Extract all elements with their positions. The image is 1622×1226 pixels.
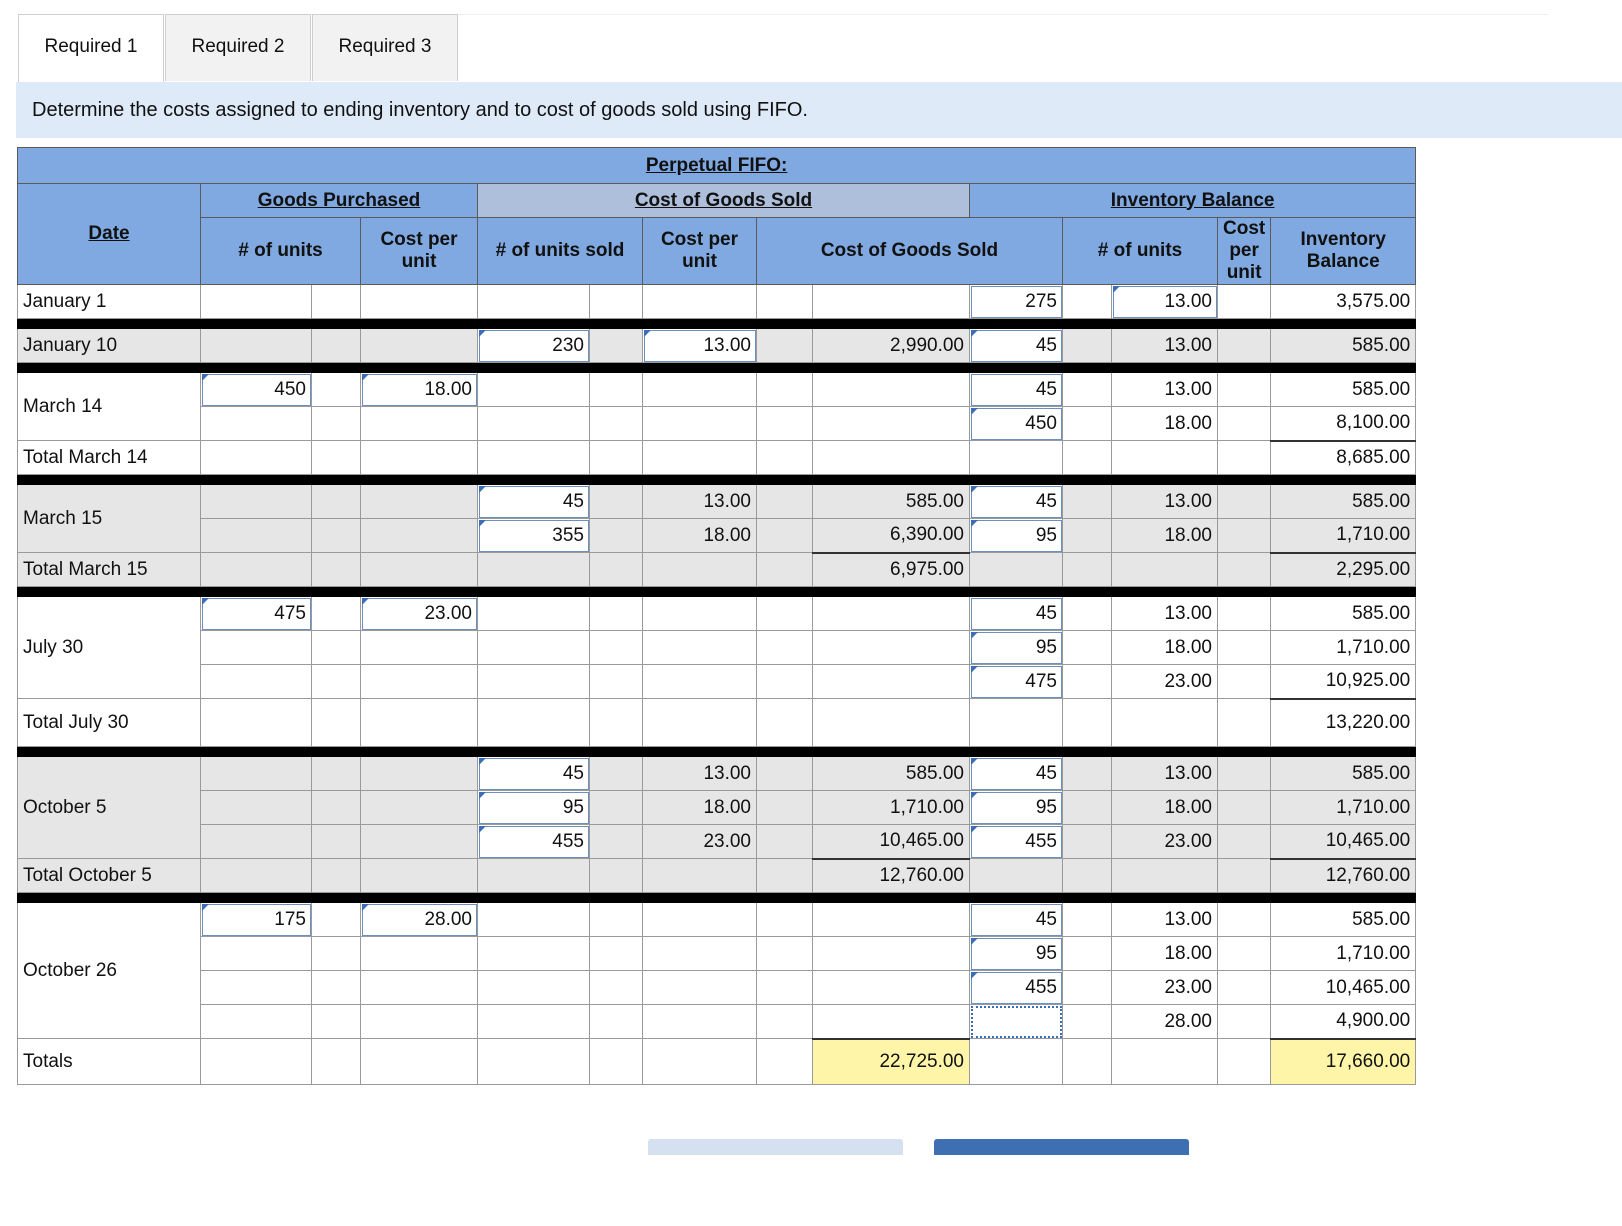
tab-required-3[interactable]: Required 3 xyxy=(312,14,458,81)
inv-units-input[interactable]: 45 xyxy=(970,373,1063,407)
row-july-30: July 30 475 23.00 45 13.00 585.00 xyxy=(18,597,1416,631)
inv-units-input[interactable]: 45 xyxy=(970,597,1063,631)
cogs-units-input[interactable]: 95 xyxy=(478,791,590,825)
header-inv-units: # of units xyxy=(1063,218,1218,285)
total-cogs: 22,725.00 xyxy=(813,1039,970,1085)
row-march-14: March 14 450 18.00 45 13.00 585.00 xyxy=(18,373,1416,407)
inv-units-input[interactable]: 95 xyxy=(970,519,1063,553)
row-october-26: October 26 175 28.00 45 13.00 585.00 xyxy=(18,903,1416,937)
header-goods-purchased: Goods Purchased xyxy=(201,184,478,218)
header-date: Date xyxy=(18,184,201,285)
inv-units-input[interactable]: 275 xyxy=(970,285,1063,319)
header-inv-cost: Cost per unit xyxy=(1218,218,1271,285)
inv-units-input[interactable]: 95 xyxy=(970,937,1063,971)
row-totals: Totals 22,725.00 17,660.00 xyxy=(18,1039,1416,1085)
header-cogs-units: # of units sold xyxy=(478,218,643,285)
tab-bar xyxy=(18,14,1548,83)
inv-units-input[interactable]: 455 xyxy=(970,825,1063,859)
gp-cost-input[interactable]: 28.00 xyxy=(361,903,478,937)
inv-units-input[interactable]: 450 xyxy=(970,407,1063,441)
cogs-units-input[interactable]: 230 xyxy=(478,329,590,363)
gp-cost-input[interactable]: 18.00 xyxy=(361,373,478,407)
header-gp-units: # of units xyxy=(201,218,361,285)
cogs-units-input[interactable]: 455 xyxy=(478,825,590,859)
header-gp-cost: Cost per unit xyxy=(361,218,478,285)
gp-units-input[interactable]: 450 xyxy=(201,373,312,407)
cogs-units-input[interactable]: 45 xyxy=(478,485,590,519)
tab-required-2[interactable]: Required 2 xyxy=(165,14,311,81)
row-march-15: March 15 45 13.00 585.00 45 13.00 585.00 xyxy=(18,485,1416,519)
inv-units-input[interactable]: 95 xyxy=(970,791,1063,825)
cogs-units-input[interactable]: 45 xyxy=(478,757,590,791)
inv-units-input[interactable]: 45 xyxy=(970,757,1063,791)
gp-cost-input[interactable]: 23.00 xyxy=(361,597,478,631)
row-january-10: January 10 230 13.00 2,990.00 45 13.00 585.00 xyxy=(18,329,1416,363)
inv-units-input[interactable]: 45 xyxy=(970,329,1063,363)
header-cogs-total: Cost of Goods Sold xyxy=(757,218,1063,285)
inv-units-input[interactable]: 455 xyxy=(970,971,1063,1005)
inv-units-input-empty[interactable] xyxy=(970,1005,1063,1039)
gp-units-input[interactable]: 475 xyxy=(201,597,312,631)
cogs-cost-input[interactable]: 13.00 xyxy=(643,329,757,363)
row-total-march-15: Total March 15 6,975.00 2,295.00 xyxy=(18,553,1416,587)
row-total-july-30: Total July 30 13,220.00 xyxy=(18,699,1416,747)
instruction-text: Determine the costs assigned to ending inventory and to cost of goods sold using FIFO. xyxy=(16,82,1622,138)
header-cogs-cost: Cost per unit xyxy=(643,218,757,285)
inv-cost-input[interactable]: 13.00 xyxy=(1112,285,1218,319)
fifo-worksheet: Perpetual FIFO: Date Goods Purchased Cost of Goods Sold Inventory Balance # of units Cost per unit # of units sold Cost per unit Cost of Goods Sold # of units Cost per unit Inventory Balance January 1 275 13.00 3,575.00 January 10 230 13.00 2,990.00 45 13.00 585.00 March 14 450 18.00 45 13.00 585.00 450 18.00 8,100.00 Total March 14 8,685.00 March 15 45 13.00 585.00 45 13.00 585.00 355 18.00 6,390.00 95 18.00 1,710.00 Total March 15 6,975.00 2,295.00 July 30 475 23.00 45 13.00 585.00 95 18.00 1,710.00 475 23.00 10,925.00 Total July 30 13,220.00 October 5 45 13.00 585.00 45 13.00 585.00 95 18.00 1,710.00 95 18.00 1,710.00 455 23.00 10,465.00 455 23.00 10,465.00 Total October 5 12,760.00 12,760.00 October 26 175 28.00 45 13.00 585.00 95 18.00 1,710.00 455 23.00 10,465.00 28.00 4,900.00 Totals 22,725.00 17,660.00 xyxy=(17,147,1416,1085)
cogs-units-input[interactable]: 355 xyxy=(478,519,590,553)
inv-units-input[interactable]: 475 xyxy=(970,665,1063,699)
gp-units-input[interactable]: 175 xyxy=(201,903,312,937)
cogs-total: 2,990.00 xyxy=(813,329,970,363)
header-cost-of-goods-sold: Cost of Goods Sold xyxy=(478,184,970,218)
page-bottom xyxy=(0,1155,1622,1226)
total-inventory-balance: 17,660.00 xyxy=(1271,1039,1416,1085)
header-inventory-balance: Inventory Balance xyxy=(970,184,1416,218)
row-total-october-5: Total October 5 12,760.00 12,760.00 xyxy=(18,859,1416,893)
row-october-5: October 5 45 13.00 585.00 45 13.00 585.00 xyxy=(18,757,1416,791)
tab-required-1[interactable]: Required 1 xyxy=(18,14,164,82)
inv-balance: 3,575.00 xyxy=(1271,285,1416,319)
inv-units-input[interactable]: 45 xyxy=(970,485,1063,519)
inv-units-input[interactable]: 95 xyxy=(970,631,1063,665)
header-inv-balance: Inventory Balance xyxy=(1271,218,1416,285)
row-total-march-14: Total March 14 8,685.00 xyxy=(18,441,1416,475)
table-title: Perpetual FIFO: xyxy=(18,148,1416,184)
row-january-1: January 1 275 13.00 3,575.00 xyxy=(18,285,1416,319)
inv-units-input[interactable]: 45 xyxy=(970,903,1063,937)
